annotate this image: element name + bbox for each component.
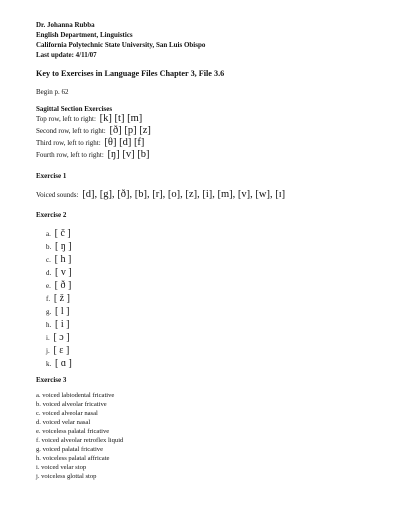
exercise2-item bbox=[46, 255, 71, 265]
author-name: Dr. Johanna Rubba bbox=[36, 21, 95, 29]
sagittal-row-label: Second row, left to right: bbox=[36, 127, 106, 135]
exercise3-item: j. voiceless glottal stop bbox=[36, 473, 97, 480]
sagittal-row-ipa: [θ] [d] [f] bbox=[104, 137, 145, 148]
exercise3-item: e. voiceless palatal fricative bbox=[36, 428, 110, 435]
exercise2-item bbox=[46, 333, 70, 343]
last-update: Last update: 4/11/07 bbox=[36, 51, 97, 59]
exercise1-label: Voiced sounds: bbox=[36, 191, 79, 199]
item-letter: e. bbox=[46, 282, 51, 290]
exercise2-item bbox=[46, 242, 72, 252]
item-ipa: [ ɔ ] bbox=[53, 332, 70, 343]
item-ipa: [ v ] bbox=[55, 267, 72, 278]
sagittal-row bbox=[36, 126, 151, 137]
begin-note: Begin p. 62 bbox=[36, 88, 69, 96]
exercise2-item bbox=[46, 229, 71, 239]
item-letter: g. bbox=[46, 308, 52, 316]
sagittal-row-ipa: [k] [t] [m] bbox=[99, 113, 143, 124]
sagittal-row-ipa: [ŋ] [v] [b] bbox=[107, 149, 150, 160]
item-letter: a. bbox=[46, 230, 51, 238]
item-letter: i. bbox=[46, 334, 50, 342]
department: English Department, Linguistics bbox=[36, 31, 133, 39]
item-ipa: [ ɑ ] bbox=[55, 358, 72, 369]
item-letter: b. bbox=[46, 243, 52, 251]
item-ipa: [ ŋ ] bbox=[55, 241, 72, 252]
sagittal-row bbox=[36, 114, 142, 125]
exercise2-item bbox=[46, 359, 72, 369]
exercise2-item bbox=[46, 307, 69, 317]
exercise1-ipa: [d], [g], [ð], [b], [r], [o], [z], [i], [m], [v], [w], [ɪ] bbox=[82, 189, 286, 200]
exercise3-heading: Exercise 3 bbox=[36, 376, 67, 384]
exercise2-heading: Exercise 2 bbox=[36, 211, 67, 219]
exercise3-item: d. voiced velar nasal bbox=[36, 419, 91, 426]
sagittal-row bbox=[36, 150, 149, 161]
item-ipa: [ l ] bbox=[55, 306, 70, 317]
exercise3-item: b. voiced alveolar fricative bbox=[36, 401, 107, 408]
item-ipa: [ i ] bbox=[55, 319, 70, 330]
item-letter: k. bbox=[46, 360, 52, 368]
item-letter: f. bbox=[46, 295, 51, 303]
sagittal-row bbox=[36, 138, 144, 149]
sagittal-heading: Sagittal Section Exercises bbox=[36, 105, 113, 113]
university: California Polytechnic State University, San Luis Obispo bbox=[36, 41, 206, 49]
item-letter: c. bbox=[46, 256, 51, 264]
exercise2-item bbox=[46, 346, 69, 356]
item-ipa: [ ɛ ] bbox=[53, 345, 70, 356]
exercise1-answer bbox=[36, 190, 285, 201]
item-ipa: [ č ] bbox=[54, 228, 71, 239]
exercise3-item: h. voiceless palatal affricate bbox=[36, 455, 110, 462]
item-letter: d. bbox=[46, 269, 52, 277]
exercise3-item: c. voiced alveolar nasal bbox=[36, 410, 98, 417]
exercise1-heading: Exercise 1 bbox=[36, 172, 67, 180]
item-ipa: [ h ] bbox=[54, 254, 72, 265]
sagittal-row-label: Third row, left to right: bbox=[36, 139, 101, 147]
exercise3-item: g. voiced palatal fricative bbox=[36, 446, 104, 453]
exercise3-item: a. voiced labiodental fricative bbox=[36, 392, 115, 399]
item-ipa: [ ž ] bbox=[53, 293, 70, 304]
exercise3-item: i. voiced velar stop bbox=[36, 464, 87, 471]
item-letter: j. bbox=[46, 347, 50, 355]
page-title: Key to Exercises in Language Files Chapter 3, File 3.6 bbox=[36, 69, 225, 78]
sagittal-row-ipa: [ð] [p] [z] bbox=[109, 125, 151, 136]
exercise2-item bbox=[46, 294, 70, 304]
exercise2-item bbox=[46, 320, 69, 330]
sagittal-row-label: Top row, left to right: bbox=[36, 115, 96, 123]
item-letter: h. bbox=[46, 321, 52, 329]
exercise2-item bbox=[46, 268, 72, 278]
exercise3-item: f. voiced alveolar retroflex liquid bbox=[36, 437, 124, 444]
exercise2-item bbox=[46, 281, 71, 291]
item-ipa: [ ð ] bbox=[54, 280, 72, 291]
sagittal-row-label: Fourth row, left to right: bbox=[36, 151, 104, 159]
